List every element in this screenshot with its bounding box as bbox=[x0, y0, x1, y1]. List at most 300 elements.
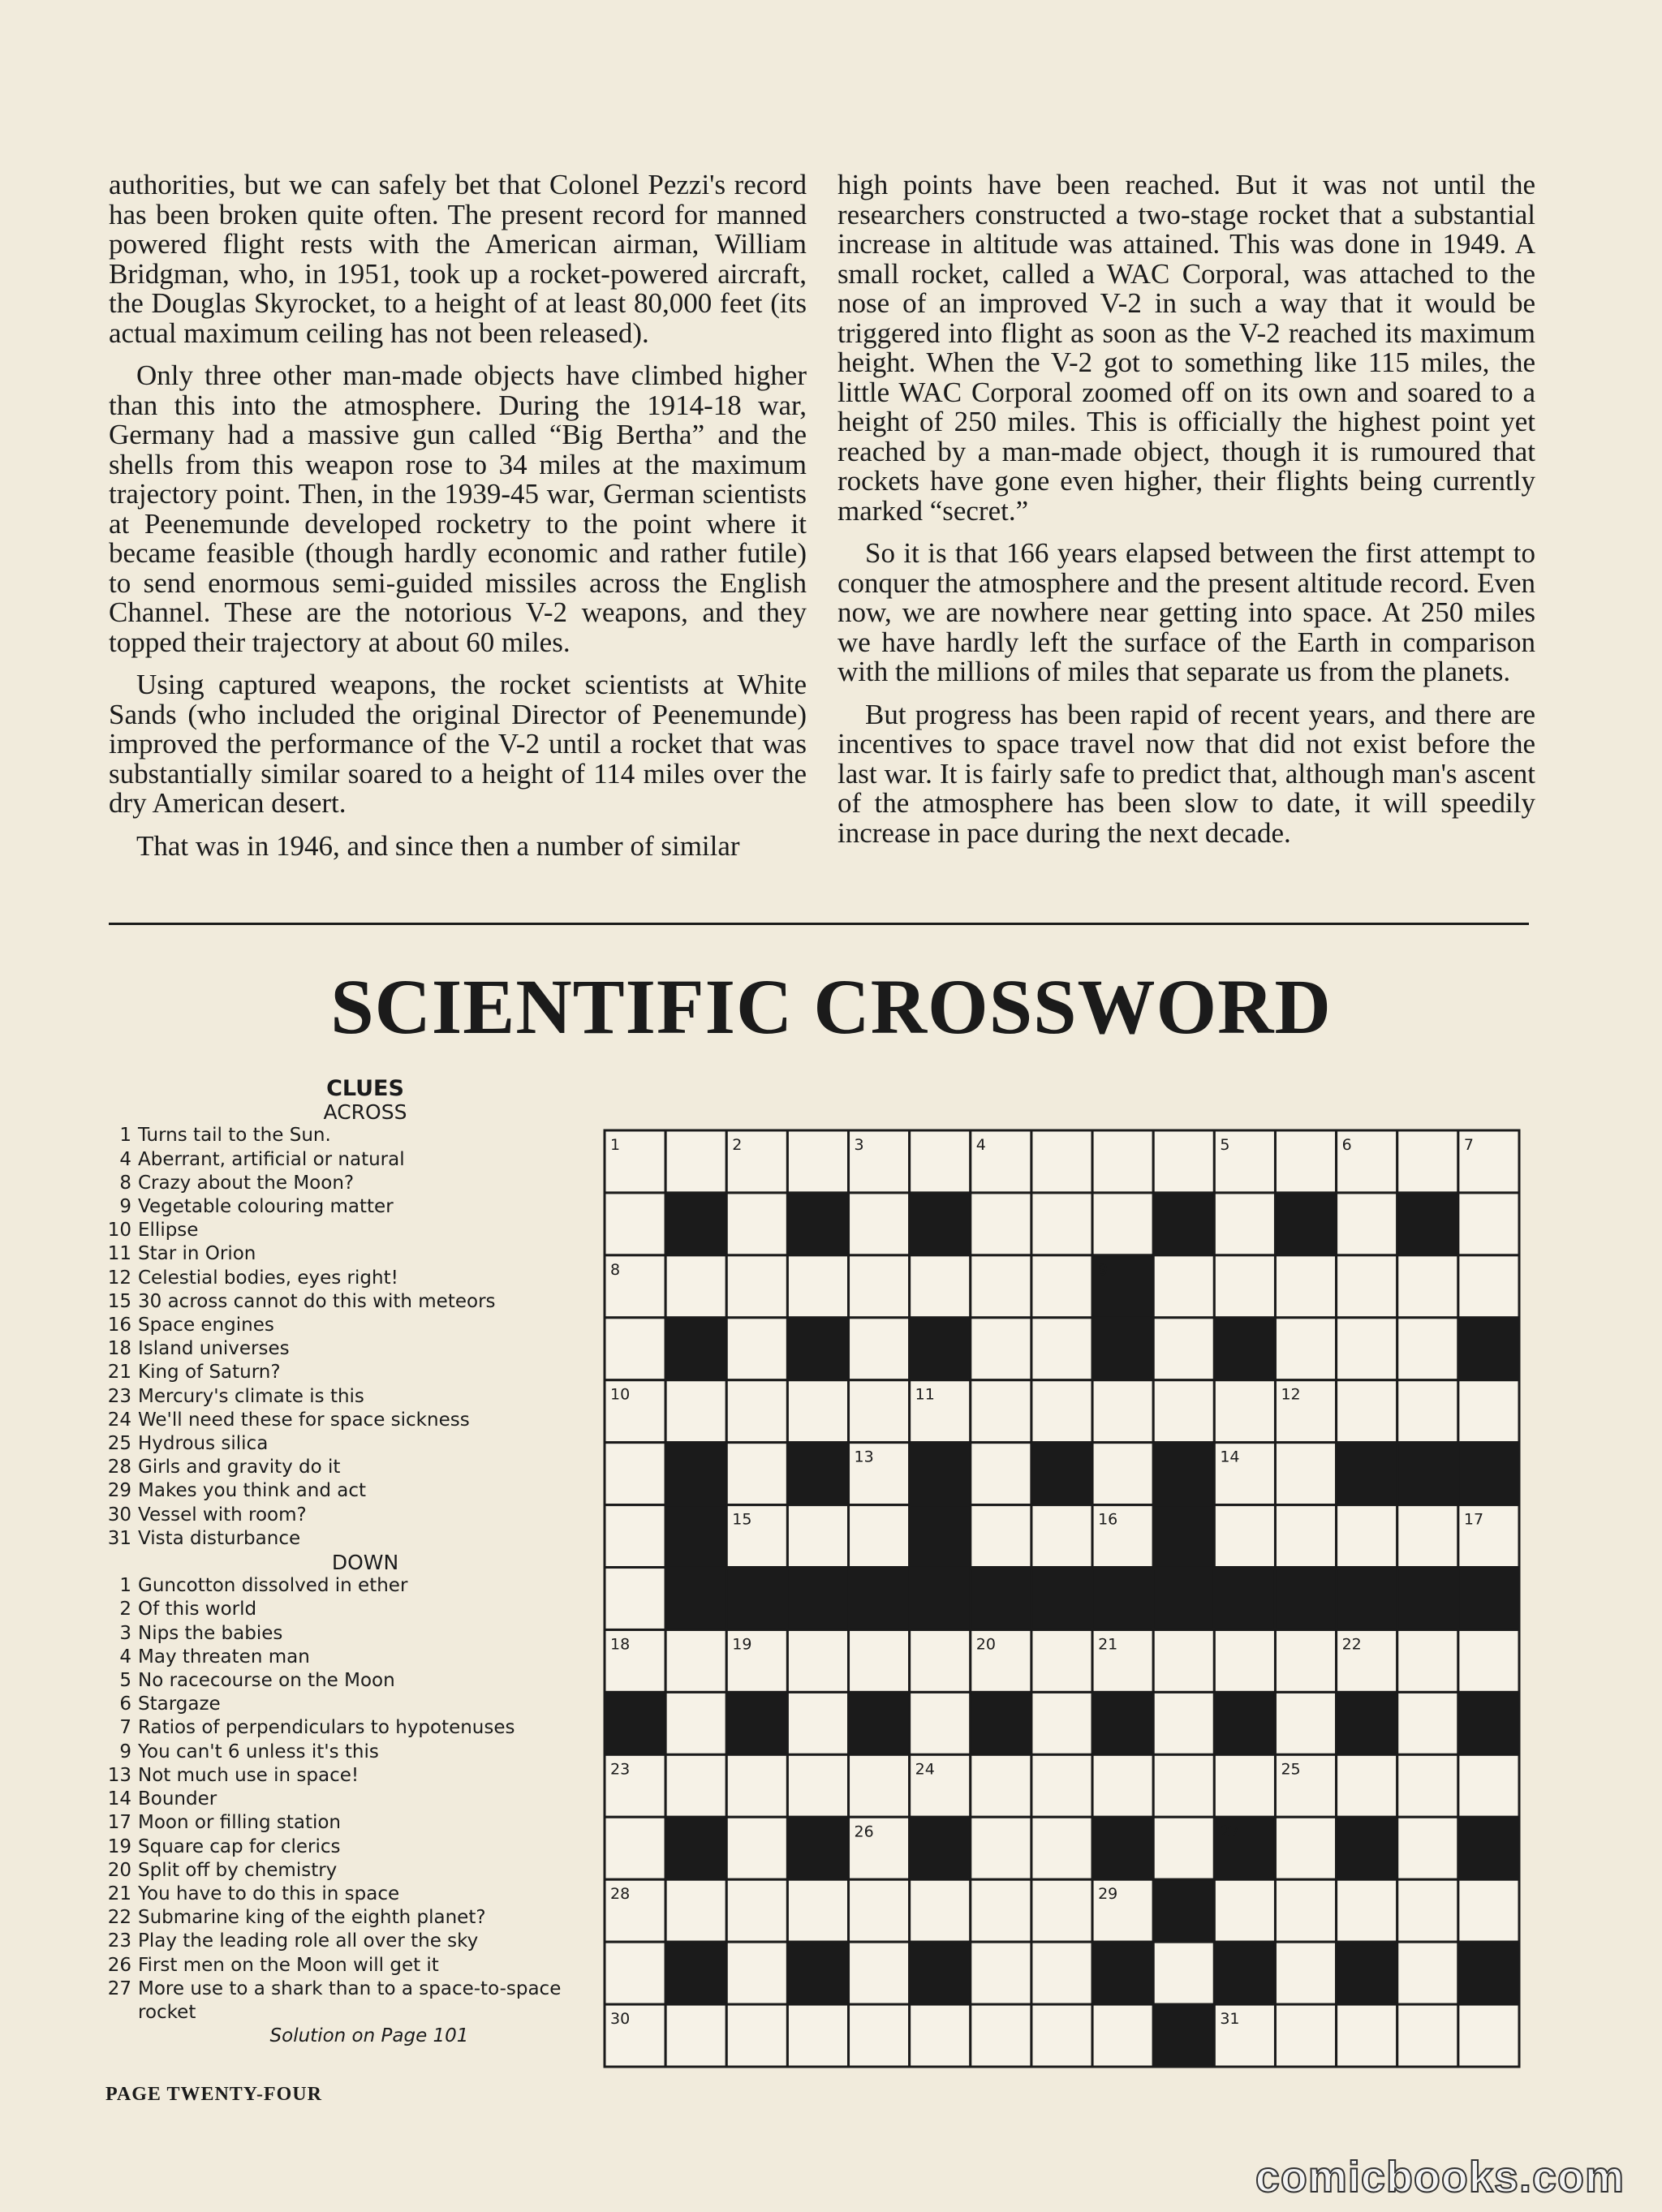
clue-text: May threaten man bbox=[138, 1646, 310, 1668]
grid-block bbox=[910, 1505, 971, 1568]
grid-cell bbox=[1458, 1754, 1519, 1817]
article-paragraph: high points have been reached. But it was not until the researchers constructed a two-stage rocket that a substantial increase in altitude was attained. This was done in 1949. A small rocket, called a WAC Corporal, was attached to the nose of an improved V-2 in such a way that it would be triggered into flight as soon as the V-2 reached its maximum height. When the V-2 got to something like 115 miles, the little WAC Corporal zoomed off on its own and soared to a height of 250 miles. This is officially the highest point yet reached by a man-made object, though it is rumoured that rockets have gone even higher, their flights being currently marked “secret.” bbox=[837, 169, 1535, 527]
grid-cell bbox=[1337, 1193, 1397, 1255]
grid-number: 19 bbox=[732, 1635, 752, 1654]
grid-number: 23 bbox=[610, 1760, 631, 1779]
across-clue bbox=[97, 1337, 584, 1361]
grid-cell bbox=[1397, 1942, 1458, 2004]
clue-text: You can't 6 unless it's this bbox=[138, 1741, 379, 1762]
grid-number: 16 bbox=[1098, 1510, 1118, 1529]
across-clue bbox=[97, 1409, 584, 1432]
grid-cell bbox=[1092, 1443, 1153, 1505]
grid-cell bbox=[971, 1255, 1031, 1318]
clue-number: 7 bbox=[119, 1717, 131, 1739]
across-clue bbox=[97, 1172, 584, 1195]
clue-number: 22 bbox=[107, 1907, 131, 1929]
grid-cell bbox=[1031, 1130, 1092, 1193]
grid-block bbox=[1092, 1318, 1153, 1380]
grid-cell bbox=[665, 1879, 726, 1942]
clue-number: 14 bbox=[107, 1788, 131, 1810]
across-clue bbox=[97, 1456, 584, 1479]
down-clue bbox=[97, 1906, 584, 1930]
grid-cell bbox=[849, 1380, 910, 1443]
grid-cell bbox=[1337, 1879, 1397, 1942]
grid-block bbox=[1275, 1568, 1336, 1630]
across-clue bbox=[97, 1267, 584, 1290]
clues-panel bbox=[97, 1077, 584, 2048]
clue-text: Of this world bbox=[138, 1599, 257, 1620]
down-heading: DOWN bbox=[331, 1551, 399, 1575]
grid-cell bbox=[787, 1505, 848, 1568]
clue-number: 28 bbox=[107, 1457, 131, 1478]
clue-text: Guncotton dissolved in ether bbox=[138, 1575, 408, 1597]
grid-cell bbox=[787, 1879, 848, 1942]
grid-block bbox=[1397, 1193, 1458, 1255]
grid-block bbox=[910, 1443, 971, 1505]
grid-block bbox=[1092, 1568, 1153, 1630]
grid-cell bbox=[1153, 1754, 1214, 1817]
clue-text: We'll need these for space sickness bbox=[138, 1409, 470, 1431]
crossword-grid bbox=[602, 1128, 1522, 2069]
grid-cell bbox=[1458, 1193, 1519, 1255]
across-clue bbox=[97, 1385, 584, 1409]
grid-number: 22 bbox=[1341, 1635, 1362, 1654]
clue-text: Turns tail to the Sun. bbox=[138, 1125, 331, 1147]
across-clue bbox=[97, 1242, 584, 1266]
clue-number: 21 bbox=[107, 1883, 131, 1904]
clue-text: Crazy about the Moon? bbox=[138, 1172, 355, 1194]
clue-number: 13 bbox=[107, 1764, 131, 1786]
grid-cell bbox=[971, 1193, 1031, 1255]
article-paragraph: Only three other man-made objects have climbed higher than this into the atmosphere. During the 1914-18 war, Germany had a massive gun called “Big Bertha” and the shells from this weapon rose to 34 miles at the maximum trajectory point. Then, in the 1939-45 war, German scientists at Peenemunde developed rocketry to the point where it became feasible (though hardly economic and rather futile) to send enormous semi-guided missiles across the English Channel. These are the notorious V-2 weapons, and they topped their trajectory at about 60 miles. bbox=[109, 359, 807, 658]
grid-number: 12 bbox=[1281, 1385, 1301, 1404]
grid-cell bbox=[1397, 1817, 1458, 1879]
clue-text: Stargaze bbox=[138, 1693, 221, 1715]
grid-number: 25 bbox=[1281, 1760, 1301, 1779]
grid-number: 14 bbox=[1220, 1448, 1240, 1466]
grid-number: 3 bbox=[854, 1136, 864, 1154]
grid-block bbox=[1458, 1443, 1519, 1505]
grid-cell bbox=[971, 1879, 1031, 1942]
grid-cell bbox=[849, 1255, 910, 1318]
clue-number: 6 bbox=[119, 1693, 131, 1715]
grid-cell bbox=[726, 1817, 787, 1879]
clue-text: No racecourse on the Moon bbox=[138, 1670, 395, 1692]
grid-number: 7 bbox=[1463, 1136, 1474, 1154]
clue-number: 25 bbox=[107, 1433, 131, 1455]
grid-cell bbox=[665, 1380, 726, 1443]
down-clue bbox=[97, 1930, 584, 1953]
site-watermark: comicbooks.com bbox=[1255, 2153, 1625, 2201]
down-clue bbox=[97, 1693, 584, 1716]
grid-block bbox=[726, 1692, 787, 1754]
grid-cell bbox=[1275, 1879, 1336, 1942]
down-clue bbox=[97, 1574, 584, 1598]
grid-cell bbox=[910, 1629, 971, 1692]
grid-number: 28 bbox=[610, 1885, 631, 1904]
clue-text: Space engines bbox=[138, 1315, 274, 1336]
grid-cell bbox=[1275, 1629, 1336, 1692]
down-clue bbox=[97, 1716, 584, 1740]
clue-number: 1 bbox=[119, 1575, 131, 1597]
article-paragraph: But progress has been rapid of recent years, and there are incentives to space travel now that did not exist before the last war. It is fairly safe to predict that, although man's ascent of the atmosphere has been slow to date, it will speedily increase in pace during the next decade. bbox=[837, 698, 1535, 849]
down-clue bbox=[97, 1646, 584, 1669]
grid-cell bbox=[665, 2004, 726, 2067]
grid-cell bbox=[1214, 1193, 1275, 1255]
grid-cell bbox=[605, 1568, 665, 1630]
clue-text: King of Saturn? bbox=[138, 1362, 281, 1384]
grid-block bbox=[1397, 1443, 1458, 1505]
clue-text: Play the leading role all over the sky bbox=[138, 1930, 479, 1952]
grid-block bbox=[1153, 1568, 1214, 1630]
grid-cell bbox=[971, 2004, 1031, 2067]
grid-cell bbox=[1275, 1443, 1336, 1505]
grid-cell bbox=[849, 1879, 910, 1942]
grid-number: 11 bbox=[915, 1385, 935, 1404]
grid-block bbox=[1092, 1942, 1153, 2004]
grid-block bbox=[910, 1568, 971, 1630]
grid-cell bbox=[1397, 1130, 1458, 1193]
grid-block bbox=[665, 1505, 726, 1568]
grid-number: 27 bbox=[1220, 1823, 1240, 1841]
grid-cell bbox=[1397, 1505, 1458, 1568]
grid-cell bbox=[1275, 1817, 1336, 1879]
grid-cell bbox=[726, 1255, 787, 1318]
grid-number: 6 bbox=[1341, 1136, 1352, 1154]
grid-block bbox=[1153, 1443, 1214, 1505]
grid-cell bbox=[1153, 1318, 1214, 1380]
grid-block bbox=[1397, 1568, 1458, 1630]
clue-text: Not much use in space! bbox=[138, 1764, 360, 1786]
grid-cell bbox=[1275, 1130, 1336, 1193]
grid-cell bbox=[849, 1193, 910, 1255]
grid-block bbox=[1153, 1505, 1214, 1568]
grid-cell bbox=[787, 1255, 848, 1318]
grid-cell bbox=[971, 1942, 1031, 2004]
grid-block bbox=[1458, 1692, 1519, 1754]
down-clue bbox=[97, 1764, 584, 1788]
grid-cell bbox=[849, 1629, 910, 1692]
across-clue bbox=[97, 1361, 584, 1384]
grid-cell bbox=[1214, 1754, 1275, 1817]
clue-number: 15 bbox=[107, 1290, 131, 1312]
down-clue bbox=[97, 1669, 584, 1693]
grid-block bbox=[971, 1568, 1031, 1630]
crossword-title: SCIENTIFIC CROSSWORD bbox=[330, 963, 1332, 1050]
article-left-column bbox=[109, 170, 807, 874]
grid-number: 10 bbox=[610, 1385, 631, 1404]
grid-cell bbox=[665, 1255, 726, 1318]
grid-block bbox=[665, 1817, 726, 1879]
article-right-column bbox=[837, 170, 1535, 861]
grid-number: 4 bbox=[975, 1136, 986, 1154]
grid-number: 20 bbox=[975, 1635, 996, 1654]
grid-block bbox=[1458, 1942, 1519, 2004]
clue-text: Moon or filling station bbox=[138, 1812, 342, 1834]
grid-cell bbox=[605, 1318, 665, 1380]
grid-cell bbox=[1275, 1942, 1336, 2004]
across-clue bbox=[97, 1290, 584, 1314]
grid-cell bbox=[665, 1130, 726, 1193]
clue-text: Island universes bbox=[138, 1338, 290, 1360]
grid-number: 24 bbox=[915, 1760, 935, 1779]
grid-block bbox=[605, 1692, 665, 1754]
grid-cell bbox=[1337, 1318, 1397, 1380]
grid-cell bbox=[971, 1505, 1031, 1568]
grid-block bbox=[1275, 1193, 1336, 1255]
clue-text: Star in Orion bbox=[138, 1243, 256, 1265]
grid-cell bbox=[1092, 1130, 1153, 1193]
across-clue bbox=[97, 1148, 584, 1172]
clue-number: 27 bbox=[107, 1977, 131, 1999]
grid-block bbox=[910, 1942, 971, 2004]
grid-cell bbox=[1275, 1692, 1336, 1754]
grid-number: 17 bbox=[1463, 1510, 1484, 1529]
grid-cell bbox=[726, 1443, 787, 1505]
grid-cell bbox=[665, 1629, 726, 1692]
clue-number: 31 bbox=[107, 1527, 131, 1549]
grid-block bbox=[1153, 2004, 1214, 2067]
grid-cell bbox=[1214, 1629, 1275, 1692]
clue-text: Vista disturbance bbox=[138, 1527, 301, 1549]
grid-block bbox=[1458, 1318, 1519, 1380]
grid-block bbox=[1214, 1568, 1275, 1630]
grid-cell bbox=[1397, 1629, 1458, 1692]
clue-number: 9 bbox=[119, 1196, 131, 1218]
grid-block bbox=[1337, 1942, 1397, 2004]
clue-number: 10 bbox=[107, 1220, 131, 1242]
across-heading: ACROSS bbox=[323, 1100, 407, 1125]
grid-block bbox=[1214, 1692, 1275, 1754]
grid-block bbox=[665, 1443, 726, 1505]
clue-text: Girls and gravity do it bbox=[138, 1457, 341, 1478]
clue-text: Hydrous silica bbox=[138, 1433, 269, 1455]
grid-cell bbox=[605, 1817, 665, 1879]
clue-number: 29 bbox=[107, 1480, 131, 1502]
grid-block bbox=[1092, 1817, 1153, 1879]
grid-cell bbox=[787, 1754, 848, 1817]
clue-text: You have to do this in space bbox=[138, 1883, 400, 1904]
grid-number: 9 bbox=[1098, 1260, 1109, 1279]
clue-text: 30 across cannot do this with meteors bbox=[138, 1290, 496, 1312]
grid-cell bbox=[1031, 1380, 1092, 1443]
clue-number: 19 bbox=[107, 1835, 131, 1857]
grid-block bbox=[787, 1318, 848, 1380]
grid-cell bbox=[787, 1692, 848, 1754]
grid-cell bbox=[1458, 1380, 1519, 1443]
grid-cell bbox=[1092, 1754, 1153, 1817]
clue-number: 18 bbox=[107, 1338, 131, 1360]
grid-cell bbox=[665, 1692, 726, 1754]
grid-cell bbox=[1092, 2004, 1153, 2067]
grid-block bbox=[1337, 1568, 1397, 1630]
clue-number: 17 bbox=[107, 1812, 131, 1834]
grid-cell bbox=[971, 1817, 1031, 1879]
grid-block bbox=[1153, 1193, 1214, 1255]
grid-cell bbox=[726, 1942, 787, 2004]
grid-cell bbox=[1458, 2004, 1519, 2067]
article-paragraph: That was in 1946, and since then a number of similar bbox=[136, 829, 740, 862]
grid-cell bbox=[1397, 2004, 1458, 2067]
grid-block bbox=[665, 1568, 726, 1630]
grid-cell bbox=[1275, 2004, 1336, 2067]
grid-cell bbox=[1031, 1692, 1092, 1754]
grid-cell bbox=[971, 1754, 1031, 1817]
across-clue bbox=[97, 1479, 584, 1503]
clue-number: 1 bbox=[119, 1125, 131, 1147]
grid-cell bbox=[1153, 1130, 1214, 1193]
grid-block bbox=[910, 1817, 971, 1879]
grid-cell bbox=[787, 1130, 848, 1193]
clue-number: 30 bbox=[107, 1504, 131, 1526]
grid-cell bbox=[726, 1318, 787, 1380]
clue-number: 4 bbox=[119, 1646, 131, 1668]
grid-block bbox=[910, 1193, 971, 1255]
clue-number: 26 bbox=[107, 1954, 131, 1976]
grid-cell bbox=[1458, 1629, 1519, 1692]
clue-text: First men on the Moon will get it bbox=[138, 1954, 439, 1976]
solution-note: Solution on Page 101 bbox=[269, 2025, 469, 2047]
grid-block bbox=[665, 1193, 726, 1255]
grid-cell bbox=[1153, 1629, 1214, 1692]
grid-number: 21 bbox=[1098, 1635, 1118, 1654]
grid-cell bbox=[1275, 1255, 1336, 1318]
grid-cell bbox=[1031, 1318, 1092, 1380]
grid-cell bbox=[1031, 1629, 1092, 1692]
grid-cell bbox=[971, 1380, 1031, 1443]
grid-cell bbox=[910, 1692, 971, 1754]
grid-cell bbox=[1092, 1380, 1153, 1443]
down-clue bbox=[97, 1954, 584, 1977]
down-clue bbox=[97, 1788, 584, 1811]
grid-cell bbox=[1275, 1318, 1336, 1380]
grid-number: 31 bbox=[1220, 2010, 1240, 2029]
grid-cell bbox=[726, 1380, 787, 1443]
down-clue bbox=[97, 1741, 584, 1764]
grid-number: 29 bbox=[1098, 1885, 1118, 1904]
grid-cell bbox=[1397, 1754, 1458, 1817]
grid-cell bbox=[605, 1443, 665, 1505]
grid-cell bbox=[910, 2004, 971, 2067]
clue-number: 8 bbox=[119, 1172, 131, 1194]
grid-cell bbox=[1397, 1255, 1458, 1318]
grid-block bbox=[1337, 1443, 1397, 1505]
grid-block bbox=[1337, 1692, 1397, 1754]
grid-cell bbox=[1031, 1193, 1092, 1255]
grid-cell bbox=[1214, 1505, 1275, 1568]
clue-number: 21 bbox=[107, 1362, 131, 1384]
clue-number: 4 bbox=[119, 1148, 131, 1170]
clue-number: 23 bbox=[107, 1385, 131, 1407]
grid-cell bbox=[910, 1130, 971, 1193]
down-clue bbox=[97, 1977, 584, 2025]
clue-number: 16 bbox=[107, 1315, 131, 1336]
grid-number: 15 bbox=[732, 1510, 752, 1529]
grid-cell bbox=[1397, 1879, 1458, 1942]
grid-cell bbox=[1031, 1255, 1092, 1318]
clue-number: 11 bbox=[107, 1243, 131, 1265]
across-clue bbox=[97, 1314, 584, 1337]
grid-block bbox=[1092, 1692, 1153, 1754]
grid-cell bbox=[910, 1255, 971, 1318]
grid-cell bbox=[726, 1754, 787, 1817]
clue-text: Celestial bodies, eyes right! bbox=[138, 1267, 398, 1289]
clue-number: 12 bbox=[107, 1267, 131, 1289]
clue-number: 5 bbox=[119, 1670, 131, 1692]
clue-text: More use to a shark than to a space-to-space rocket bbox=[138, 1977, 562, 2023]
grid-block bbox=[1337, 1817, 1397, 1879]
clue-text: Nips the babies bbox=[138, 1622, 283, 1644]
grid-block bbox=[849, 1568, 910, 1630]
article-paragraph: authorities, but we can safely bet that Colonel Pezzi's record has been broken quite often. The present record for manned powered flight rests with the American airman, William Bridgman, who, in 1951, took up a rocket-powered aircraft, the Douglas Skyrocket, to a height of at least 80,000 feet (its actual maximum ceiling has not been released). bbox=[109, 169, 807, 349]
grid-number: 2 bbox=[732, 1136, 743, 1154]
clue-number: 23 bbox=[107, 1930, 131, 1952]
across-clue bbox=[97, 1219, 584, 1242]
grid-block bbox=[787, 1817, 848, 1879]
grid-cell bbox=[1397, 1692, 1458, 1754]
grid-cell bbox=[1458, 1879, 1519, 1942]
grid-cell bbox=[1031, 2004, 1092, 2067]
clue-number: 24 bbox=[107, 1409, 131, 1431]
grid-block bbox=[726, 1568, 787, 1630]
clue-number: 2 bbox=[119, 1599, 131, 1620]
across-clue bbox=[97, 1124, 584, 1147]
grid-cell bbox=[849, 1318, 910, 1380]
grid-cell bbox=[1153, 1942, 1214, 2004]
grid-cell bbox=[1214, 1380, 1275, 1443]
grid-block bbox=[1214, 1942, 1275, 2004]
grid-number: 5 bbox=[1220, 1136, 1230, 1154]
grid-cell bbox=[1337, 2004, 1397, 2067]
clue-text: Ellipse bbox=[138, 1220, 199, 1242]
grid-cell bbox=[787, 2004, 848, 2067]
clue-text: Vessel with room? bbox=[138, 1504, 307, 1526]
grid-block bbox=[665, 1942, 726, 2004]
grid-cell bbox=[605, 1942, 665, 2004]
grid-cell bbox=[726, 1193, 787, 1255]
grid-block bbox=[849, 1692, 910, 1754]
grid-block bbox=[665, 1318, 726, 1380]
grid-cell bbox=[1092, 1193, 1153, 1255]
grid-cell bbox=[971, 1443, 1031, 1505]
clue-number: 20 bbox=[107, 1859, 131, 1881]
grid-block bbox=[1031, 1443, 1092, 1505]
grid-cell bbox=[849, 1754, 910, 1817]
grid-cell bbox=[1031, 1942, 1092, 2004]
grid-block bbox=[910, 1318, 971, 1380]
grid-cell bbox=[1337, 1380, 1397, 1443]
grid-cell bbox=[1153, 1692, 1214, 1754]
grid-number: 13 bbox=[854, 1448, 874, 1466]
grid-cell bbox=[910, 1879, 971, 1942]
grid-cell bbox=[1337, 1255, 1397, 1318]
grid-cell bbox=[1458, 1255, 1519, 1318]
grid-cell bbox=[665, 1754, 726, 1817]
grid-block bbox=[787, 1568, 848, 1630]
grid-cell bbox=[1031, 1817, 1092, 1879]
section-divider bbox=[109, 923, 1529, 925]
grid-block bbox=[787, 1193, 848, 1255]
grid-cell bbox=[1031, 1879, 1092, 1942]
clue-text: Aberrant, artificial or natural bbox=[138, 1148, 405, 1170]
down-clue bbox=[97, 1883, 584, 1906]
grid-block bbox=[787, 1443, 848, 1505]
grid-cell bbox=[605, 1505, 665, 1568]
grid-cell bbox=[1337, 1505, 1397, 1568]
across-clue bbox=[97, 1195, 584, 1219]
clue-text: Vegetable colouring matter bbox=[138, 1196, 394, 1218]
grid-block bbox=[1031, 1568, 1092, 1630]
